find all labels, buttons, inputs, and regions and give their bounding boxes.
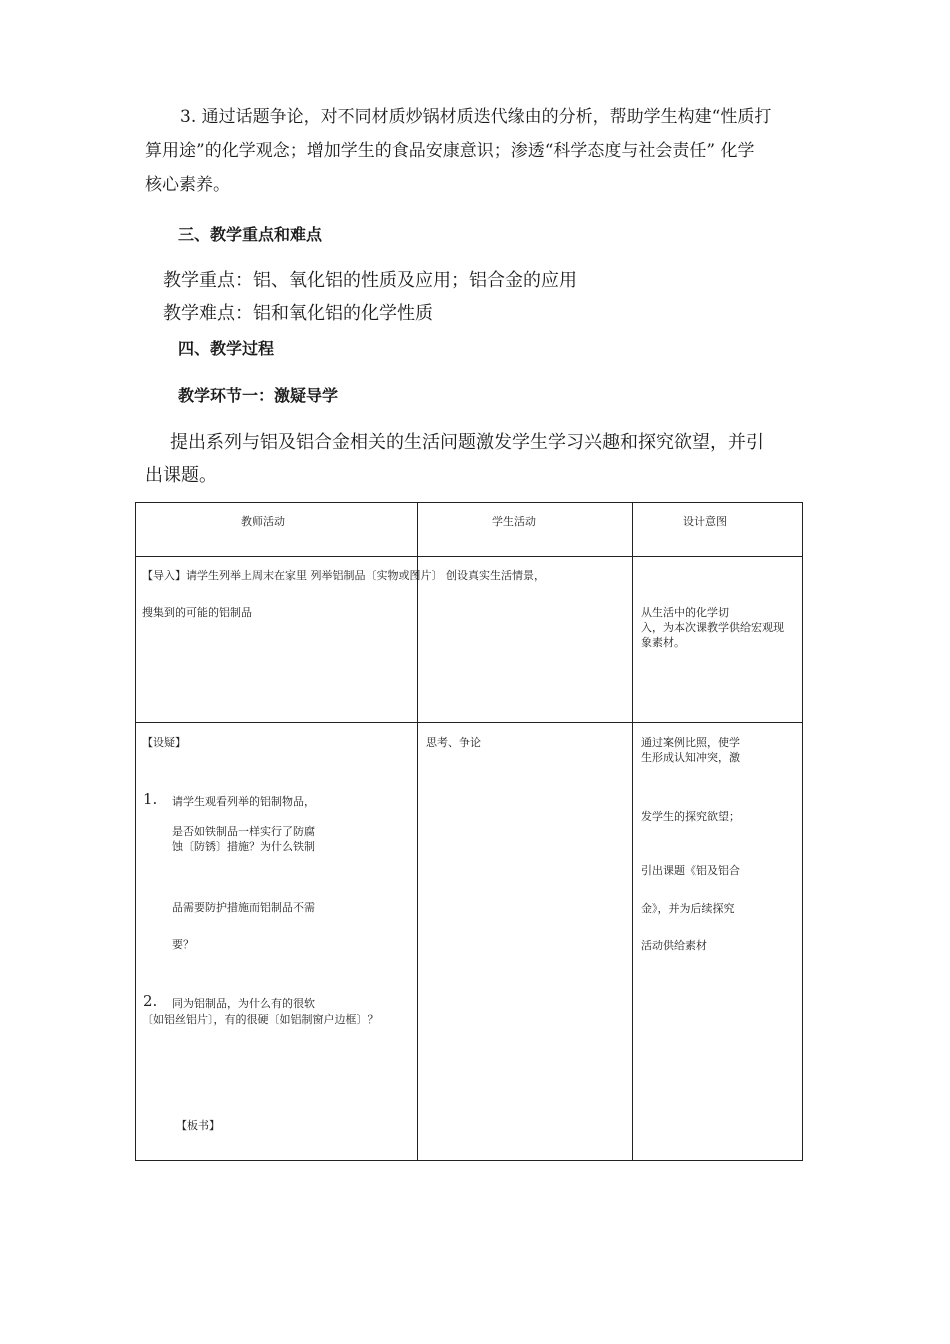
row2-student-activity: 思考、争论 (426, 736, 481, 749)
intro-line-3: 核心素养。 (145, 175, 230, 195)
step-1-desc-line-2: 出课题。 (145, 465, 217, 486)
table-border-left (135, 502, 136, 1161)
question-1-number: 1. (143, 790, 158, 808)
board-label: 【板书】 (176, 1119, 220, 1132)
row2-intent-line-6: 活动供给素材 (641, 939, 707, 952)
row2-intent-line-3: 发学生的探究欲望； (641, 810, 740, 823)
question-1-line-1: 请学生观看列举的铝制物品， (172, 795, 315, 808)
row1-intent-line-2: 入，为本次课教学供给宏观现 (641, 621, 784, 634)
row1-teacher-line-1: 【导入】请学生列举上周末在家里 列举铝制品〔实物或图片〕 创设真实生活情景， (142, 569, 545, 582)
header-intent: 设计意图 (683, 515, 727, 528)
header-teacher: 教师活动 (241, 515, 285, 528)
row2-intent-line-1: 通过案例比照，使学 (641, 736, 740, 749)
table-divider-2 (632, 502, 633, 1161)
row1-intent-line-1: 从生活中的化学切 (641, 606, 729, 619)
question-1-line-4: 品需要防护措施而铝制品不需 (172, 901, 315, 914)
step-1-desc-line-1: 提出系列与铝及铝合金相关的生活问题激发学生学习兴趣和探究欲望，并引 (170, 432, 764, 453)
table-border-bottom (135, 1160, 803, 1161)
question-2-line-1: 同为铝制品，为什么有的很软 (172, 997, 315, 1010)
table-border-right (802, 502, 803, 1161)
table-border-header (135, 556, 803, 557)
table-border-top (135, 502, 803, 503)
table-border-row1 (135, 722, 803, 723)
difficulties: 教学难点：铝和氧化铝的化学性质 (163, 303, 433, 324)
row1-intent-line-3: 象素材。 (641, 636, 685, 649)
question-2-line-2: 〔如铝丝铝片〕，有的很硬〔如铝制窗户边框〕？ (142, 1013, 379, 1026)
question-1-line-5: 要？ (172, 938, 194, 951)
row2-intent-line-2: 生形成认知冲突，激 (641, 751, 740, 764)
row1-teacher-line-2: 搜集到的可能的铝制品 (142, 606, 252, 619)
step-1-title: 教学环节一：激疑导学 (178, 386, 339, 405)
row2-intent-line-4: 引出课题《铝及铝合 (641, 864, 740, 877)
question-1-line-2: 是否如铁制品一样实行了防腐 (172, 825, 315, 838)
question-2-number: 2. (143, 992, 158, 1010)
section-4-title: 四、教学过程 (178, 339, 275, 358)
intro-line-1: 3. 通过话题争论，对不同材质炒锅材质迭代缘由的分析，帮助学生构建“性质打 (180, 107, 772, 127)
intro-line-2: 算用途”的化学观念；增加学生的食品安康意识；渗透“科学态度与社会责任” 化学 (145, 141, 755, 161)
key-points: 教学重点：铝、氧化铝的性质及应用；铝合金的应用 (163, 270, 577, 291)
row2-teacher-label: 【设疑】 (142, 736, 186, 749)
header-student: 学生活动 (492, 515, 536, 528)
question-1-line-3: 蚀〔防锈〕措施？为什么铁制 (172, 840, 315, 853)
table-divider-1 (417, 502, 418, 1161)
row2-intent-line-5: 金》，并为后续探究 (641, 902, 735, 915)
section-3-title: 三、教学重点和难点 (178, 225, 323, 244)
